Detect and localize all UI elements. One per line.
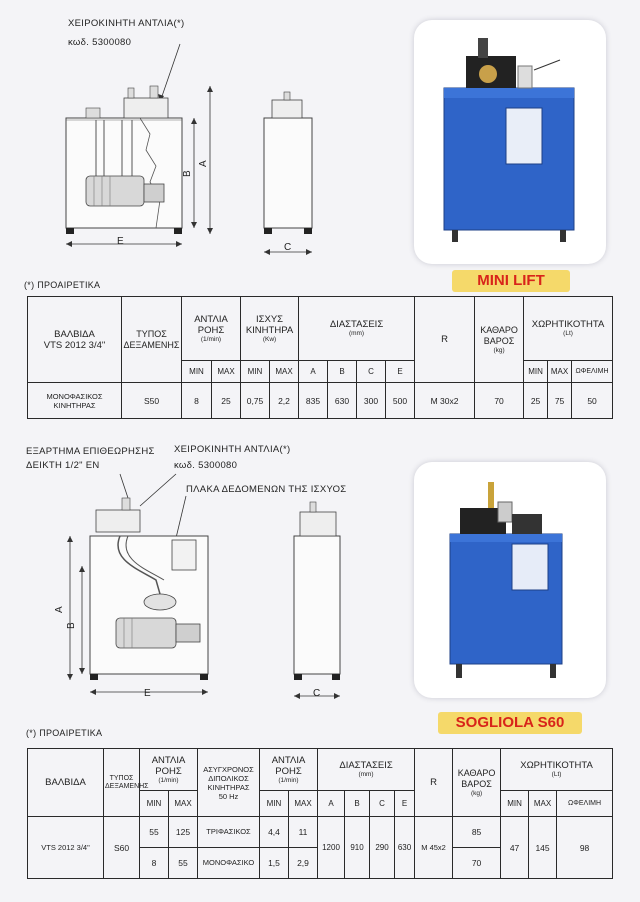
t2-header-flow-unit: (1/min) (158, 776, 179, 784)
t2-header-capacity-unit: (Lt) (551, 771, 562, 778)
t2-row-cap-useful: 98 (557, 817, 613, 879)
t2-row-motor-1: ΤΡΙΦΑΣΙΚΟΣ (198, 817, 260, 848)
t2-row-flow2-max-2: 2,9 (289, 848, 318, 879)
t2-flow2-min: MIN (260, 791, 289, 817)
dim-b-label-2: B (65, 622, 77, 629)
t2-header-capacity: ΧΩΡΗΤΙΚΟΤΗΤΑ (520, 760, 593, 771)
t1-header-weight-cell (475, 297, 524, 383)
t1-header-capacity-cell (524, 297, 613, 361)
t1-power-min: MIN (241, 361, 270, 383)
t1-header-power: ΙΣΧΥΣ ΚΙΝΗΤΗΡΑ (245, 313, 294, 336)
t1-dim-a: A (299, 361, 328, 383)
inspection-label: ΕΞΑΡΤΗΜΑ ΕΠΙΘΕΩΡΗΣΗΣ (26, 446, 155, 457)
t2-row-flow2-min-1: 4,4 (260, 817, 289, 848)
spec-table-mini-lift (27, 296, 613, 419)
t2-row-c: 290 (370, 817, 395, 879)
t2-header-valve: ΒΑΛΒΙΔΑ (28, 749, 104, 817)
t1-header-flow-unit: (1/min) (200, 335, 222, 343)
mini-lift-title: MINI LIFT (452, 270, 570, 292)
t2-row-flow-max-2: 55 (169, 848, 198, 879)
mini-lift-image (414, 20, 606, 264)
t1-cap-min: MIN (524, 361, 548, 383)
t1-row-cap-useful: 50 (572, 383, 613, 419)
t1-row-r: M 30x2 (415, 383, 475, 419)
t1-row-power-min: 0,75 (241, 383, 270, 419)
t1-header-r: R (415, 297, 475, 383)
t2-dim-c: C (370, 791, 395, 817)
t1-row-motor: ΜΟΝΟΦΑΣΙΚΟΣ ΚΙΝΗΤΗΡΑΣ (28, 383, 122, 419)
sogliola-image (414, 462, 606, 698)
t2-header-flow2-cell (260, 749, 318, 791)
t2-row-flow2-max-1: 11 (289, 817, 318, 848)
t2-cap-min: MIN (501, 791, 529, 817)
t2-header-capacity-cell (501, 749, 613, 791)
t1-row-flow-max: 25 (212, 383, 241, 419)
t1-row-tank: S50 (122, 383, 182, 419)
dim-e-label: E (117, 236, 124, 247)
t2-header-weight-unit: (kg) (470, 789, 483, 797)
t2-header-motor: ΑΣΥΓΧΡΟΝΟΣ ΔΙΠΟΛΙΚΟΣ ΚΙΝΗΤΗΡΑΣ 50 Hz (198, 749, 260, 817)
t2-header-dims-unit: (mm) (358, 771, 374, 778)
t2-flow-min: MIN (140, 791, 169, 817)
t2-row-flow2-min-2: 1,5 (260, 848, 289, 879)
t1-row-weight: 70 (475, 383, 524, 419)
t1-flow-min: MIN (182, 361, 212, 383)
t1-row-flow-min: 8 (182, 383, 212, 419)
t2-header-weight-cell (453, 749, 501, 817)
t2-header-r: R (415, 749, 453, 817)
pump-code-2: κωδ. 5300080 (174, 460, 238, 471)
pump-label-2: ΧΕΙΡΟΚΙΝΗΤΗ ΑΝΤΛΙΑ(*) (174, 444, 291, 455)
sogliola-title: SOGLIOLA S60 (438, 712, 582, 734)
dim-a-label: A (197, 160, 209, 167)
t2-flow-max: MAX (169, 791, 198, 817)
t1-flow-max: MAX (212, 361, 241, 383)
t1-header-dims-unit: (mm) (348, 330, 365, 337)
t2-cap-useful: ΩΦΕΛΙΜΗ (557, 791, 613, 817)
t2-row-weight-2: 70 (453, 848, 501, 879)
t2-row-flow-min-1: 55 (140, 817, 169, 848)
t1-header-power-cell (241, 297, 299, 361)
t1-dim-e: E (386, 361, 415, 383)
t1-header-power-unit: (Kw) (262, 335, 277, 343)
t2-row-flow-max-1: 125 (169, 817, 198, 848)
t1-header-weight-unit: (kg) (493, 346, 505, 354)
t1-row-cap-min: 25 (524, 383, 548, 419)
t1-header-capacity: ΧΩΡΗΤΙΚΟΤΗΤΑ (531, 319, 605, 330)
t1-row-b: 630 (328, 383, 357, 419)
t1-row-a: 835 (299, 383, 328, 419)
inspection-sub: ΔΕΙΚΤΗ 1/2" EN (26, 460, 100, 471)
dim-e-label-2: E (144, 688, 151, 699)
optional-note-2: (*) ΠΡΟΑΙΡΕΤΙΚΑ (26, 728, 103, 738)
t1-power-max: MAX (270, 361, 299, 383)
t1-header-valve: ΒΑΛΒΙΔΑ VTS 2012 3/4" (28, 297, 122, 383)
t1-header-dims-cell (299, 297, 415, 361)
t1-row-e: 500 (386, 383, 415, 419)
t2-dim-b: B (345, 791, 370, 817)
table-row (28, 817, 613, 848)
t1-header-tank: ΤΥΠΟΣ ΔΕΞΑΜΕΝΗΣ (122, 297, 182, 383)
dim-b-label: B (181, 170, 193, 177)
t2-header-flow: ΑΝΤΛΙΑ ΡΟΗΣ (151, 754, 186, 777)
t2-header-dims-cell (318, 749, 415, 791)
t1-dim-b: B (328, 361, 357, 383)
t2-header-weight: ΚΑΘΑΡΟ ΒΑΡΟΣ (457, 767, 496, 789)
t2-row-a: 1200 (318, 817, 345, 879)
mini-lift-drawing (0, 0, 400, 270)
t2-header-dims: ΔΙΑΣΤΑΣΕΙΣ (339, 760, 393, 771)
t1-cap-useful: ΩΦΕΛΙΜΗ (572, 361, 613, 383)
t2-row-cap-max: 145 (529, 817, 557, 879)
t2-flow2-max: MAX (289, 791, 318, 817)
t2-header-flow2: ΑΝΤΛΙΑ ΡΟΗΣ (271, 754, 306, 777)
dim-c-label: C (284, 242, 292, 253)
pump-code: κωδ. 5300080 (68, 37, 132, 48)
t1-header-capacity-unit: (Lt) (563, 330, 573, 337)
sogliola-photo (414, 462, 606, 698)
t1-row-c: 300 (357, 383, 386, 419)
t1-row-power-max: 2,2 (270, 383, 299, 419)
t1-cap-max: MAX (548, 361, 572, 383)
t1-row-cap-max: 75 (548, 383, 572, 419)
t2-dim-e: E (395, 791, 415, 817)
t2-cap-max: MAX (529, 791, 557, 817)
t2-row-flow-min-2: 8 (140, 848, 169, 879)
t2-row-e: 630 (395, 817, 415, 879)
pump-label: ΧΕΙΡΟΚΙΝΗΤΗ ΑΝΤΛΙΑ(*) (68, 18, 185, 29)
t2-row-b: 910 (345, 817, 370, 879)
t1-header-dims: ΔΙΑΣΤΑΣΕΙΣ (329, 319, 384, 330)
t2-row-cap-min: 47 (501, 817, 529, 879)
t2-row-weight-1: 85 (453, 817, 501, 848)
t2-dim-a: A (318, 791, 345, 817)
t2-header-tank: ΤΥΠΟΣ ΔΕΞΑΜΕΝΗΣ (104, 749, 140, 817)
t1-header-flow-cell (182, 297, 241, 361)
t2-row-motor-2: ΜΟΝΟΦΑΣΙΚΟ (198, 848, 260, 879)
mini-lift-photo (414, 20, 606, 264)
t2-row-valve: VTS 2012 3/4" (28, 817, 104, 879)
plate-label: ΠΛΑΚΑ ΔΕΔΟΜΕΝΩΝ ΤΗΣ ΙΣΧΥΟΣ (186, 484, 347, 495)
t1-dim-c: C (357, 361, 386, 383)
t1-header-weight: ΚΑΘΑΡΟ ΒΑΡΟΣ (480, 324, 518, 346)
dim-c-label-2: C (313, 688, 321, 699)
spec-table-sogliola (27, 748, 613, 879)
t2-header-flow2-unit: (1/min) (278, 776, 299, 784)
t2-row-tank: S60 (104, 817, 140, 879)
t2-row-r: M 45x2 (415, 817, 453, 879)
table-row (28, 383, 613, 419)
optional-note-1: (*) ΠΡΟΑΙΡΕΤΙΚΑ (24, 280, 101, 290)
t1-header-flow: ΑΝΤΛΙΑ ΡΟΗΣ (194, 313, 228, 336)
dim-a-label-2: A (53, 606, 65, 613)
sogliola-drawing (0, 470, 400, 710)
